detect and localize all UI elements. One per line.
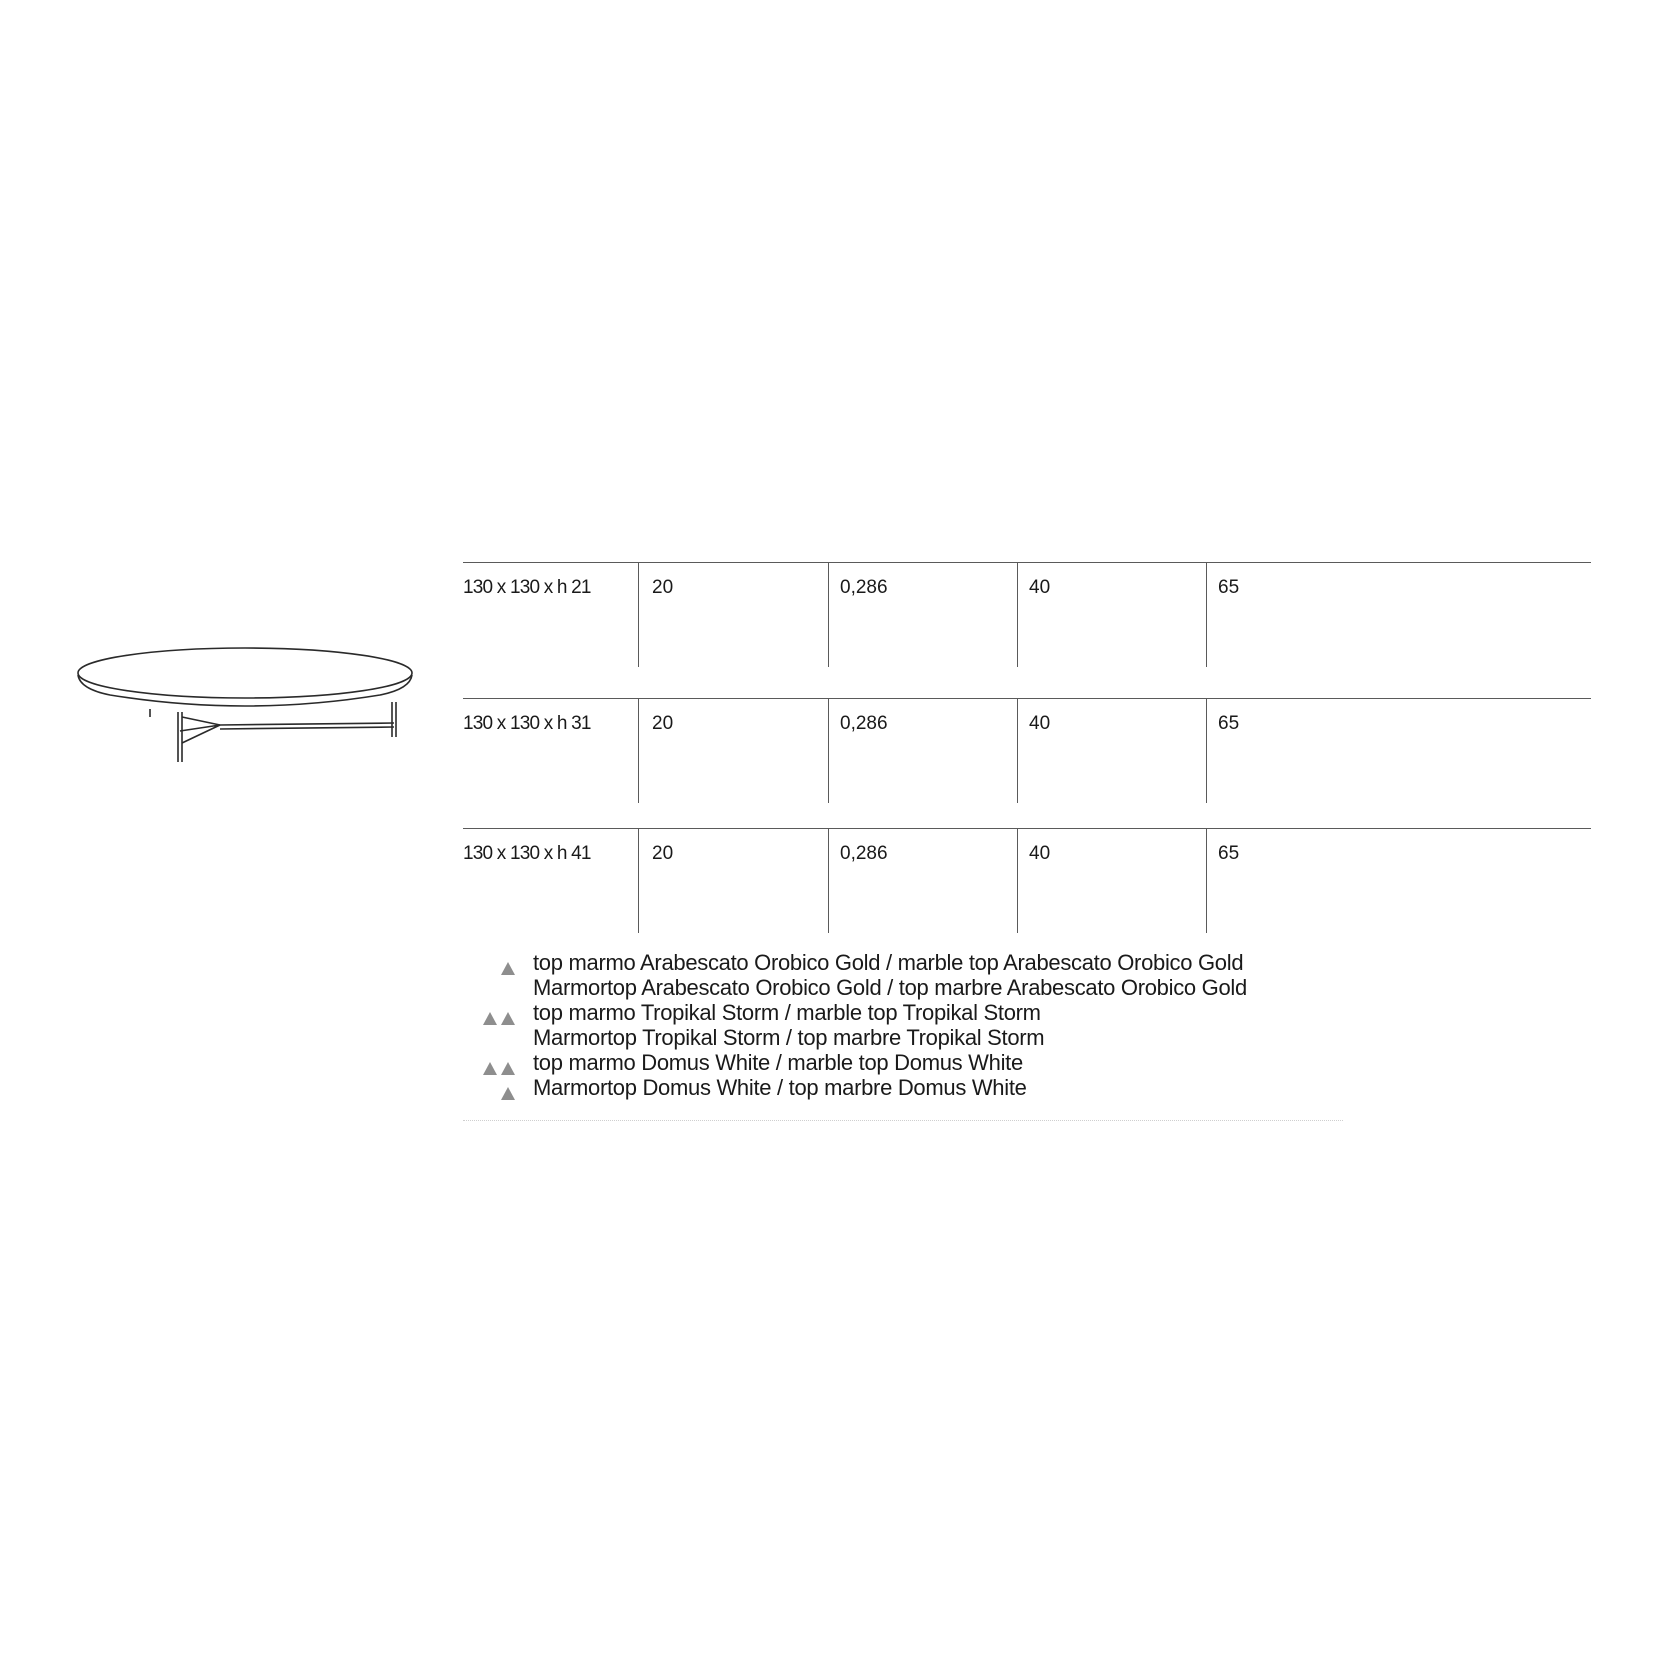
table-top xyxy=(78,648,412,698)
legend-text: top marmo Domus White / marble top Domus White xyxy=(533,1050,1023,1075)
triangle-icon xyxy=(501,1087,515,1100)
value-cell: 65 xyxy=(1206,829,1591,933)
value-cell: 40 xyxy=(1017,699,1206,803)
legend-marks xyxy=(463,1055,515,1071)
legend-item xyxy=(463,1000,1363,1050)
product-drawing xyxy=(70,645,420,765)
table-base-brace-4 xyxy=(182,717,220,725)
triangle-icon xyxy=(483,1012,497,1025)
legend-text: Marmortop Domus White / top marbre Domus White xyxy=(533,1075,1027,1100)
value-cell: 0,286 xyxy=(828,829,1017,933)
triangle-icon xyxy=(483,1062,497,1075)
legend-text: Marmortop Tropikal Storm / top marbre Tropikal Storm xyxy=(533,1025,1045,1050)
legend-marks xyxy=(463,1005,515,1021)
triangle-icon xyxy=(501,962,515,975)
value-cell: 0,286 xyxy=(828,563,1017,667)
legend-text: top marmo Tropikal Storm / marble top Tropikal Storm xyxy=(533,1000,1041,1025)
value-cell: 0,286 xyxy=(828,699,1017,803)
table-base-brace-1 xyxy=(180,725,220,743)
legend-marks xyxy=(463,955,515,971)
dimensions-cell: 130 x 130 x h 21 xyxy=(463,577,591,598)
divider xyxy=(463,1120,1343,1121)
table-base-brace-3 xyxy=(220,727,394,729)
dimensions-cell: 130 x 130 x h 41 xyxy=(463,843,591,864)
value-cell: 40 xyxy=(1017,829,1206,933)
triangle-icon xyxy=(501,1062,515,1075)
table-row xyxy=(463,828,1591,933)
triangle-icon xyxy=(501,1012,515,1025)
legend-item xyxy=(463,950,1363,1000)
legend-text: top marmo Arabescato Orobico Gold / marble top Arabescato Orobico Gold xyxy=(533,950,1244,975)
table-base-brace-2 xyxy=(220,723,394,725)
value-cell: 65 xyxy=(1206,699,1591,803)
value-cell: 20 xyxy=(638,563,828,667)
table-row xyxy=(463,562,1591,667)
legend-item xyxy=(463,1050,1363,1100)
value-cell: 65 xyxy=(1206,563,1591,667)
finish-legend xyxy=(463,950,1363,1100)
value-cell: 20 xyxy=(638,829,828,933)
legend-text: Marmortop Arabescato Orobico Gold / top marbre Arabescato Orobico Gold xyxy=(533,975,1247,1000)
table-row xyxy=(463,698,1591,803)
value-cell: 20 xyxy=(638,699,828,803)
value-cell: 40 xyxy=(1017,563,1206,667)
dimensions-cell: 130 x 130 x h 31 xyxy=(463,713,591,734)
